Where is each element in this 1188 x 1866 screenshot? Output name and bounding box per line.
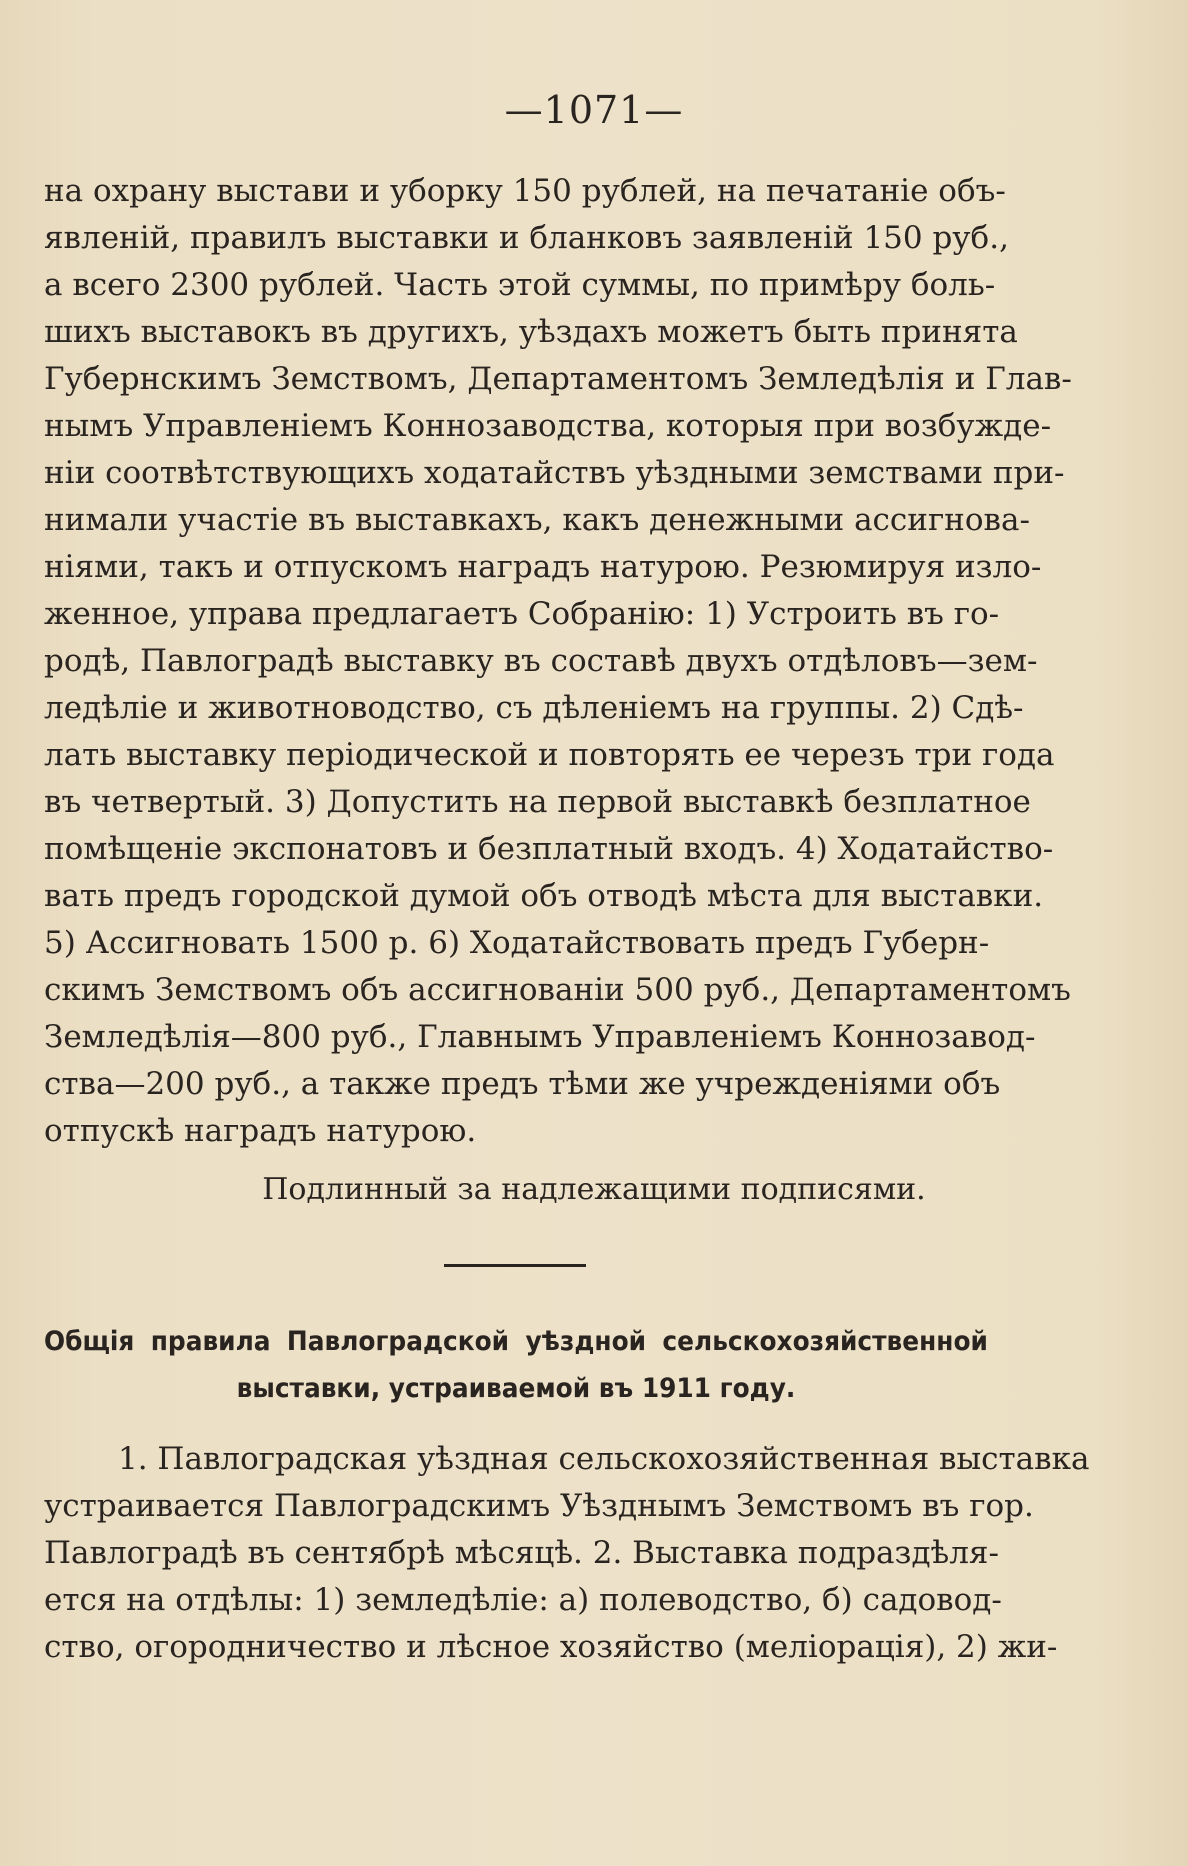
text-line: на охрану выстави и уборку 150 рублей, на печатаніе объ- <box>44 173 1006 209</box>
text-line: родѣ, Павлоградѣ выставку въ составѣ двухъ отдѣловъ—зем- <box>44 643 1038 679</box>
text-line: ледѣліе и животноводство, съ дѣленіемъ на группы. 2) Сдѣ- <box>44 690 1024 726</box>
text-line: ства—200 руб., а также предъ тѣми же учрежденіями объ <box>44 1066 1001 1102</box>
text-line: помѣщеніе экспонатовъ и безплатный входъ. 4) Ходатайство- <box>44 831 1054 867</box>
text-line: а всего 2300 рублей. Часть этой суммы, по примѣру боль- <box>44 267 996 303</box>
text-line: вать предъ городской думой объ отводѣ мѣста для выставки. <box>44 878 1044 914</box>
text-line: ніи соотвѣтствующихъ ходатайствъ уѣздными земствами при- <box>44 455 1065 491</box>
text-line: явленій, правилъ выставки и бланковъ заявленій 150 руб., <box>44 220 1009 256</box>
text-line: Земледѣлія—800 руб., Главнымъ Управленіемъ Коннозавод- <box>44 1019 1036 1055</box>
budget-paragraph <box>44 168 1072 1155</box>
text-line: 5) Ассигновать 1500 р. 6) Ходатайствовать предъ Губерн- <box>44 925 990 961</box>
text-line: нимали участіе въ выставкахъ, какъ денежными ассигнова- <box>44 502 1030 538</box>
text-line: ство, огородничество и лѣсное хозяйство (меліорація), 2) жи- <box>44 1629 1058 1665</box>
page-number: —1071— <box>504 88 684 132</box>
text-line: отпускѣ наградъ натурою. <box>44 1113 477 1149</box>
text-line: нымъ Управленіемъ Коннозаводства, которыя при возбужде- <box>44 408 1052 444</box>
text-line: Павлоградѣ въ сентябрѣ мѣсяцѣ. 2. Выставка подраздѣля- <box>44 1535 999 1571</box>
text-line: ется на отдѣлы: 1) земледѣліе: а) полеводство, б) садовод- <box>44 1582 1002 1618</box>
text-line: женное, управа предлагаетъ Собранію: 1) Устроить въ го- <box>44 596 1000 632</box>
text-line: ніями, такъ и отпускомъ наградъ натурою. Резюмируя изло- <box>44 549 1042 585</box>
signature-note: Подлинный за надлежащими подписями. <box>262 1172 926 1207</box>
text-line: 1. Павлоградская уѣздная сельскохозяйственная выставка <box>118 1441 1090 1477</box>
section-divider <box>444 1264 586 1267</box>
rules-paragraph <box>44 1436 1090 1671</box>
heading-line: Общія правила Павлоградской уѣздной сельскохозяйственной <box>44 1326 988 1357</box>
section-heading <box>44 1318 988 1412</box>
text-line: въ четвертый. 3) Допустить на первой выставкѣ безплатное <box>44 784 1031 820</box>
text-line: скимъ Земствомъ объ ассигнованіи 500 руб., Департаментомъ <box>44 972 1071 1008</box>
text-line: устраивается Павлоградскимъ Уѣзднымъ Земствомъ въ гор. <box>44 1488 1034 1524</box>
text-line: лать выставку періодической и повторять ее черезъ три года <box>44 737 1055 773</box>
text-line: Губернскимъ Земствомъ, Департаментомъ Земледѣлія и Глав- <box>44 361 1072 397</box>
heading-line: выставки, устраиваемой въ 1911 году. <box>236 1373 796 1404</box>
text-line: шихъ выставокъ въ другихъ, уѣздахъ можетъ быть принята <box>44 314 1018 350</box>
